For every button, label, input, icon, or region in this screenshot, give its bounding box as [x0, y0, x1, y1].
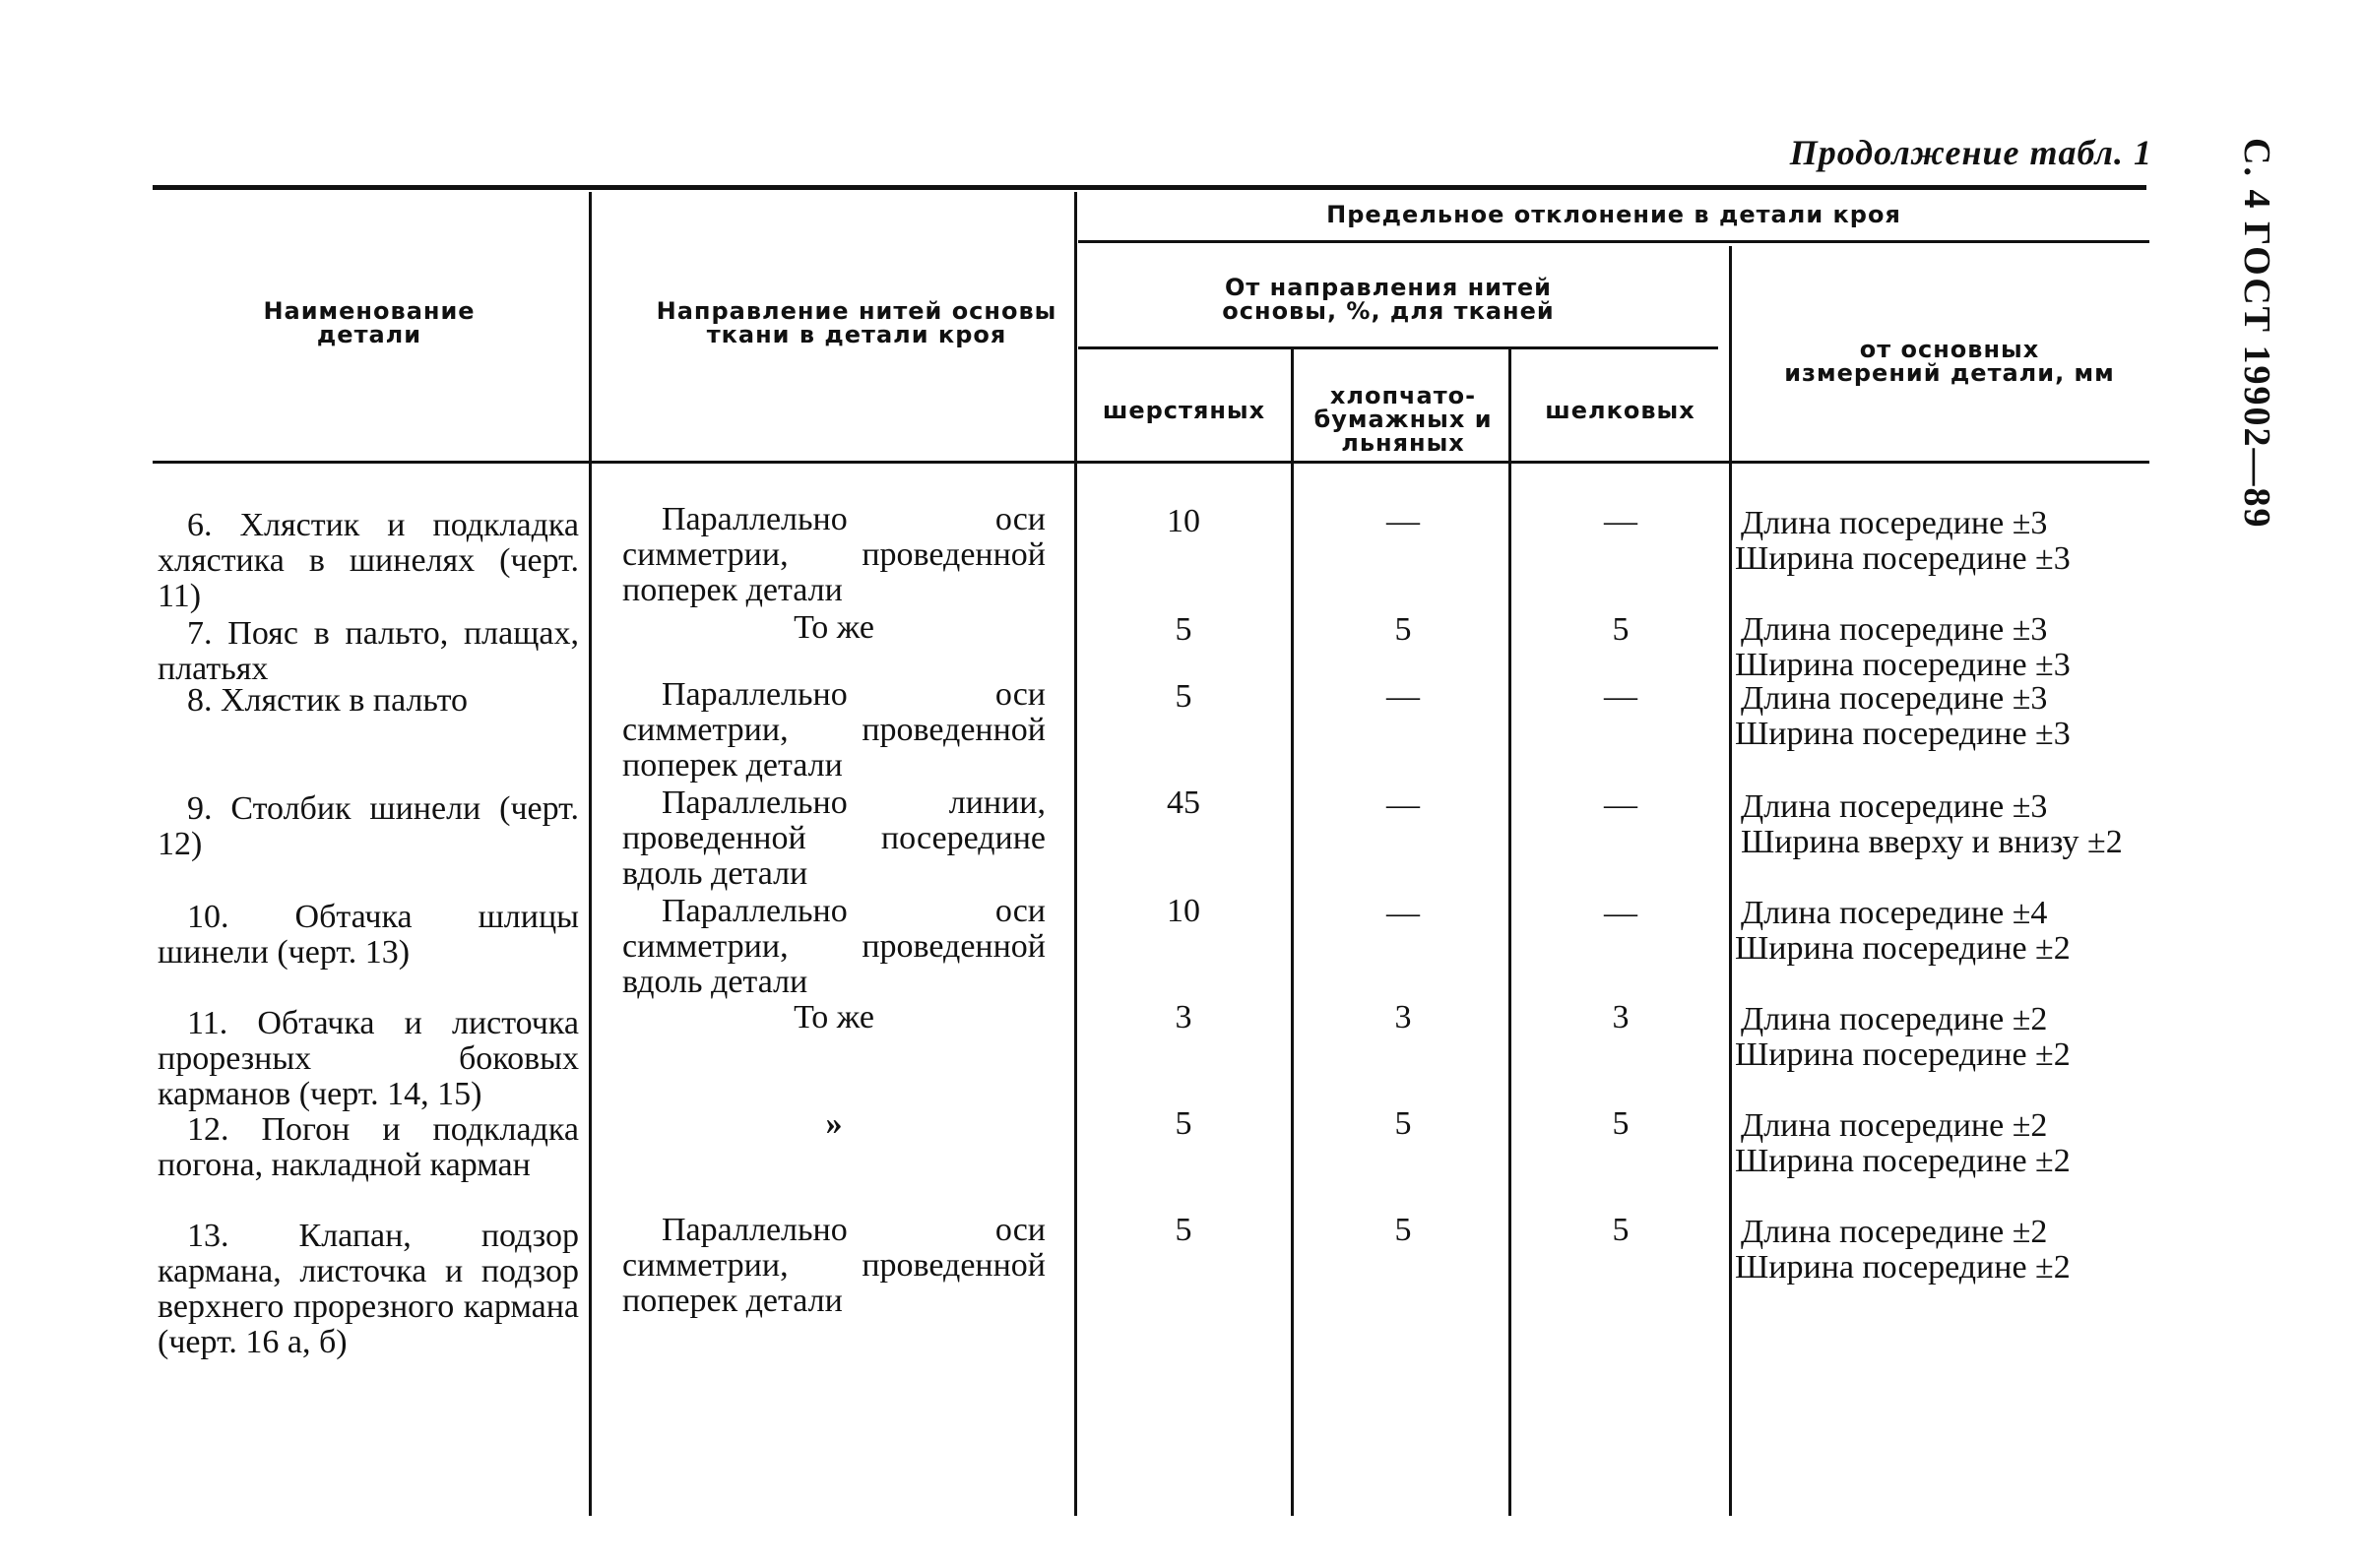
- row-13-silk: 5: [1612, 1212, 1630, 1248]
- row-8-name: 8. Хлястик в пальто: [187, 682, 469, 719]
- row-7-silk: 5: [1612, 611, 1630, 648]
- header-cotton-linen: хлопчато- бумажных и льняных: [1313, 382, 1493, 457]
- row-9-wool: 45: [1167, 784, 1200, 821]
- header-limit-deviation: Предельное отклонение в детали кроя: [1326, 201, 1901, 228]
- header-direction: Направление нитей основы ткани в детали кроя: [656, 297, 1057, 348]
- header-rule-deviation: [1078, 240, 2149, 243]
- row-7-deviation: Длина посередине ±3 Ширина посередине ±3: [1735, 611, 2071, 683]
- row-11-direction: То же: [794, 999, 874, 1035]
- row-8-wool: 5: [1175, 678, 1192, 715]
- row-6-silk: —: [1604, 503, 1637, 539]
- row-11-cotton: 3: [1394, 999, 1412, 1035]
- column-divider-2: [1074, 192, 1077, 1516]
- row-11-deviation: Длина посередине ±2 Ширина посередине ±2: [1735, 1001, 2071, 1073]
- column-divider-5: [1729, 246, 1732, 1516]
- header-from-direction: От направления нитей основы, %, для тканей: [1222, 274, 1555, 325]
- row-7-cotton: 5: [1394, 611, 1412, 648]
- row-13-name: 13. Клапан, подзор кармана, листочка и подзор верхнего прорезного кармана (черт. 16 а, б): [158, 1218, 579, 1360]
- row-10-direction: Параллельно оси симметрии, проведенной вдоль детали: [622, 893, 1046, 1000]
- header-rule-fabrics: [1078, 346, 1718, 349]
- row-9-deviation: Длина посередине ±3 Ширина вверху и внизу ±2: [1741, 788, 2123, 860]
- row-13-deviation: Длина посередине ±2 Ширина посередине ±2: [1735, 1214, 2071, 1286]
- row-9-cotton: —: [1386, 786, 1420, 823]
- row-8-silk: —: [1604, 678, 1637, 715]
- row-7-name: 7. Пояс в пальто, плащах, платьях: [158, 615, 579, 687]
- row-9-silk: —: [1604, 786, 1637, 823]
- row-9-direction: Параллельно линии, проведенной посередине вдоль детали: [622, 784, 1046, 892]
- row-10-wool: 10: [1167, 893, 1200, 929]
- row-11-wool: 3: [1175, 999, 1192, 1035]
- row-6-deviation: Длина посередине ±3 Ширина посередине ±3: [1735, 505, 2071, 577]
- row-7-wool: 5: [1175, 611, 1192, 648]
- row-6-cotton: —: [1386, 503, 1420, 539]
- header-name: Наименование детали: [263, 297, 476, 348]
- row-12-direction: »: [825, 1105, 843, 1142]
- row-12-deviation: Длина посередине ±2 Ширина посередине ±2: [1735, 1107, 2071, 1179]
- row-7-direction: То же: [794, 609, 874, 646]
- row-10-deviation: Длина посередине ±4 Ширина посередине ±2: [1735, 895, 2071, 967]
- row-13-cotton: 5: [1394, 1212, 1412, 1248]
- column-divider-4: [1508, 349, 1511, 1516]
- row-10-name: 10. Обтачка шлицы шинели (черт. 13): [158, 899, 579, 971]
- row-8-deviation: Длина посередине ±3 Ширина посередине ±3: [1735, 680, 2071, 752]
- column-divider-1: [589, 192, 592, 1516]
- header-silk: шелковых: [1545, 397, 1695, 424]
- header-from-measures: от основных измерений детали, мм: [1784, 336, 2115, 387]
- page-standard-label: С. 4 ГОСТ 19902—89: [2236, 138, 2277, 530]
- row-6-wool: 10: [1167, 503, 1200, 539]
- header-bottom-rule: [153, 461, 2149, 464]
- row-9-name: 9. Столбик шинели (черт. 12): [158, 790, 579, 862]
- row-11-silk: 3: [1612, 999, 1630, 1035]
- row-6-name: 6. Хлястик и подкладка хлястика в шинелях (черт. 11): [158, 507, 579, 614]
- row-11-name: 11. Обтачка и листочка прорезных боковых карманов (черт. 14, 15): [158, 1005, 579, 1112]
- row-13-direction: Параллельно оси симметрии, проведенной поперек детали: [622, 1212, 1046, 1319]
- header-wool: шерстяных: [1102, 397, 1266, 424]
- row-13-wool: 5: [1175, 1212, 1192, 1248]
- row-12-name: 12. Погон и подкладка погона, накладной карман: [158, 1111, 579, 1183]
- row-8-cotton: —: [1386, 678, 1420, 715]
- row-10-cotton: —: [1386, 895, 1420, 931]
- table-continuation-caption: Продолжение табл. 1: [1789, 133, 2152, 172]
- row-12-wool: 5: [1175, 1105, 1192, 1142]
- row-12-cotton: 5: [1394, 1105, 1412, 1142]
- table-top-rule: [153, 185, 2146, 190]
- row-12-silk: 5: [1612, 1105, 1630, 1142]
- row-8-direction: Параллельно оси симметрии, проведенной поперек детали: [622, 676, 1046, 784]
- row-10-silk: —: [1604, 895, 1637, 931]
- column-divider-3: [1291, 349, 1294, 1516]
- row-6-direction: Параллельно оси симметрии, проведенной поперек детали: [622, 501, 1046, 608]
